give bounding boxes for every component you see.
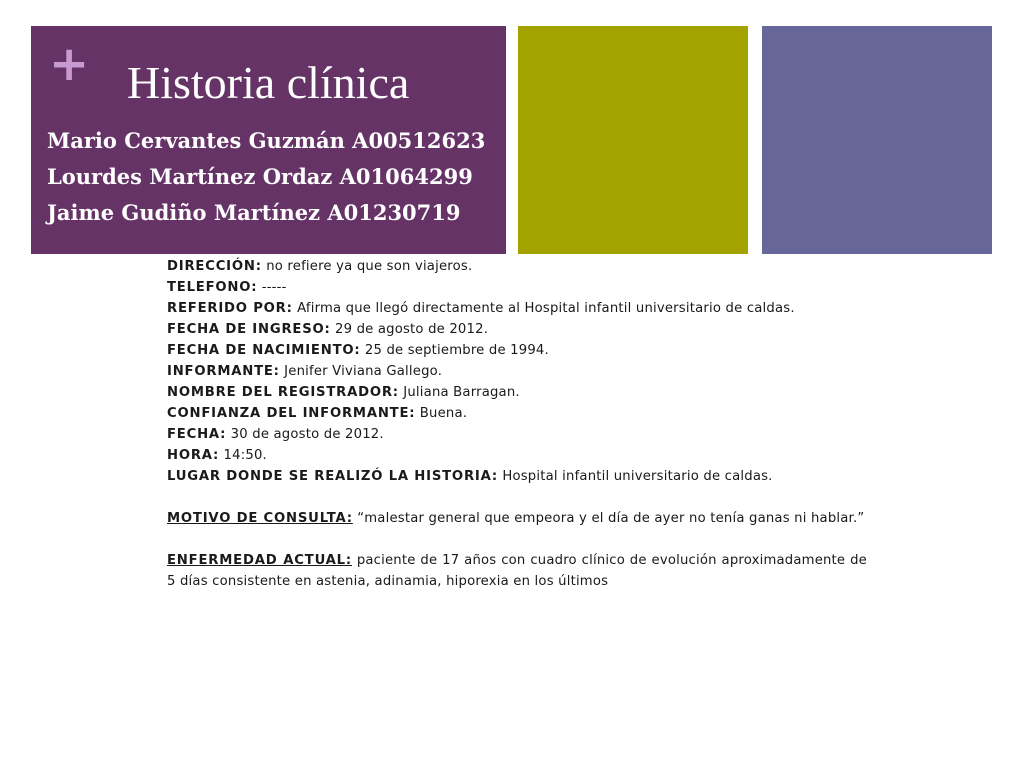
- author-name: Jaime Gudiño Martínez A01230719: [47, 200, 461, 225]
- author-list: [47, 123, 485, 231]
- field-label: REFERIDO POR:: [167, 301, 293, 316]
- field-lugar: [167, 466, 867, 487]
- section-value: “malestar general que empeora y el día de ayer no tenía ganas ni hablar.”: [357, 511, 865, 526]
- field-label: FECHA DE NACIMIENTO:: [167, 343, 361, 358]
- field-value: 14:50.: [223, 448, 267, 463]
- field-value: Buena.: [419, 406, 468, 421]
- field-value: 30 de agosto de 2012.: [230, 427, 384, 442]
- field-label: TELEFONO:: [167, 280, 258, 295]
- field-label: DIRECCIÓN:: [167, 259, 262, 274]
- slide-title: Historia clínica: [127, 57, 410, 108]
- section-enfermedad: [167, 550, 867, 592]
- author-name: Lourdes Martínez Ordaz A01064299: [47, 164, 473, 189]
- field-label: INFORMANTE:: [167, 364, 280, 379]
- field-value: 29 de agosto de 2012.: [335, 322, 489, 337]
- spacer: [167, 529, 867, 550]
- plus-icon: +: [49, 36, 90, 92]
- field-label: CONFIANZA DEL INFORMANTE:: [167, 406, 416, 421]
- section-label: ENFERMEDAD ACTUAL:: [167, 553, 352, 568]
- clinical-history-document: [167, 256, 867, 592]
- field-fecha-nacimiento: [167, 340, 867, 361]
- field-informante: [167, 361, 867, 382]
- field-value: Afirma que llegó directamente al Hospital infantil universitario de caldas.: [297, 301, 795, 316]
- field-label: FECHA DE INGRESO:: [167, 322, 331, 337]
- field-label: FECHA:: [167, 427, 227, 442]
- section-value: paciente de 17 años con cuadro clínico de evolución aproximadamente de 5 días consistente en astenia, adinamia, hiporexia en los últimos: [167, 553, 867, 589]
- author-name: Mario Cervantes Guzmán A00512623: [47, 128, 486, 153]
- field-fecha-ingreso: [167, 319, 867, 340]
- field-value: -----: [261, 280, 287, 295]
- title-block: [31, 26, 506, 254]
- section-label: MOTIVO DE CONSULTA:: [167, 511, 353, 526]
- field-label: HORA:: [167, 448, 220, 463]
- field-telefono: [167, 277, 867, 298]
- spacer: [167, 487, 867, 508]
- field-referido: [167, 298, 867, 319]
- section-motivo: [167, 508, 867, 529]
- field-value: Juliana Barragan.: [403, 385, 520, 400]
- field-value: Jenifer Viviana Gallego.: [284, 364, 443, 379]
- field-label: NOMBRE DEL REGISTRADOR:: [167, 385, 399, 400]
- field-label: LUGAR DONDE SE REALIZÓ LA HISTORIA:: [167, 469, 498, 484]
- field-value: Hospital infantil universitario de caldas.: [502, 469, 773, 484]
- slate-color-block: [762, 26, 992, 254]
- field-hora: [167, 445, 867, 466]
- field-value: no refiere ya que son viajeros.: [266, 259, 473, 274]
- field-direccion: [167, 256, 867, 277]
- field-fecha: [167, 424, 867, 445]
- field-registrador: [167, 382, 867, 403]
- field-confianza: [167, 403, 867, 424]
- field-value: 25 de septiembre de 1994.: [364, 343, 549, 358]
- olive-color-block: [518, 26, 748, 254]
